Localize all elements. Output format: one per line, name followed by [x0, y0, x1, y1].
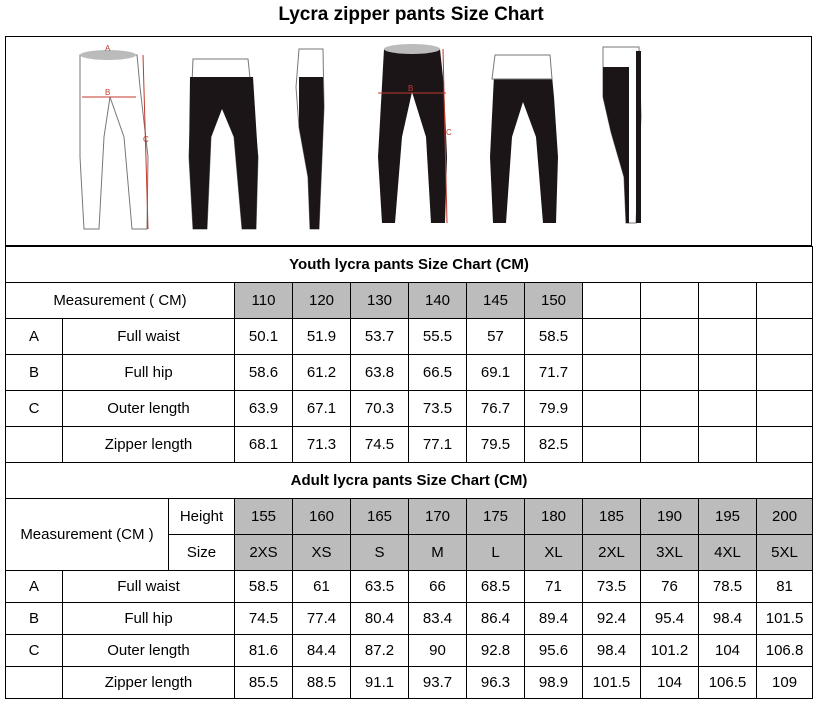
youth-measurement-label: Measurement ( CM) [6, 283, 235, 319]
value-cell: 81.6 [235, 635, 293, 667]
row-code: A [6, 319, 63, 355]
empty-cell [583, 283, 641, 319]
dim-b-label-2: B [408, 84, 414, 93]
adult-size: 4XL [699, 535, 757, 571]
value-cell: 61.2 [293, 355, 351, 391]
empty-cell [641, 427, 699, 463]
black-pants-back [490, 55, 558, 223]
size-label: Size [169, 535, 235, 571]
dim-a-label: A [105, 44, 111, 53]
row-code: C [6, 635, 63, 667]
empty-cell [583, 355, 641, 391]
empty-cell [757, 427, 813, 463]
pants-illustration-panel [5, 36, 812, 246]
value-cell: 61 [293, 571, 351, 603]
value-cell: 73.5 [409, 391, 467, 427]
value-cell: 63.8 [351, 355, 409, 391]
value-cell: 74.5 [235, 603, 293, 635]
adult-height: 185 [583, 499, 641, 535]
row-name: Full hip [63, 355, 235, 391]
adult-height: 200 [757, 499, 813, 535]
row-code: C [6, 391, 63, 427]
pants-illustration [6, 37, 811, 245]
value-cell: 101.2 [641, 635, 699, 667]
empty-cell [699, 427, 757, 463]
value-cell: 96.3 [467, 667, 525, 699]
value-cell: 93.7 [409, 667, 467, 699]
empty-cell [757, 391, 813, 427]
adult-height-row [6, 499, 813, 535]
row-name: Full waist [63, 571, 235, 603]
value-cell: 101.5 [583, 667, 641, 699]
youth-heading: Youth lycra pants Size Chart (CM) [6, 247, 813, 283]
value-cell: 66 [409, 571, 467, 603]
adult-size: XS [293, 535, 351, 571]
value-cell: 104 [641, 667, 699, 699]
value-cell: 58.6 [235, 355, 293, 391]
empty-cell [699, 283, 757, 319]
youth-size: 140 [409, 283, 467, 319]
value-cell: 69.1 [467, 355, 525, 391]
value-cell: 78.5 [699, 571, 757, 603]
adult-size: 3XL [641, 535, 699, 571]
adult-height: 195 [699, 499, 757, 535]
value-cell: 53.7 [351, 319, 409, 355]
empty-cell [583, 391, 641, 427]
value-cell: 58.5 [235, 571, 293, 603]
black-pants-side [603, 47, 641, 223]
adult-height: 170 [409, 499, 467, 535]
value-cell: 90 [409, 635, 467, 667]
row-name: Zipper length [63, 427, 235, 463]
value-cell: 68.1 [235, 427, 293, 463]
adult-heading: Adult lycra pants Size Chart (CM) [6, 463, 813, 499]
row-name: Outer length [63, 635, 235, 667]
value-cell: 95.4 [641, 603, 699, 635]
value-cell: 79.9 [525, 391, 583, 427]
value-cell: 98.4 [699, 603, 757, 635]
value-cell: 71.7 [525, 355, 583, 391]
empty-cell [641, 319, 699, 355]
white-pants-side [296, 49, 324, 229]
adult-row-zipper-length [6, 667, 813, 699]
youth-size: 145 [467, 283, 525, 319]
value-cell: 57 [467, 319, 525, 355]
youth-size: 110 [235, 283, 293, 319]
size-chart-table [5, 246, 813, 699]
value-cell: 92.4 [583, 603, 641, 635]
height-label: Height [169, 499, 235, 535]
row-code: A [6, 571, 63, 603]
empty-cell [699, 355, 757, 391]
value-cell: 109 [757, 667, 813, 699]
empty-cell [641, 355, 699, 391]
value-cell: 84.4 [293, 635, 351, 667]
value-cell: 50.1 [235, 319, 293, 355]
empty-cell [641, 283, 699, 319]
adult-height: 190 [641, 499, 699, 535]
empty-cell [757, 355, 813, 391]
value-cell: 98.9 [525, 667, 583, 699]
empty-cell [583, 427, 641, 463]
row-code [6, 667, 63, 699]
youth-row-full-hip [6, 355, 813, 391]
value-cell: 63.5 [351, 571, 409, 603]
adult-height: 175 [467, 499, 525, 535]
value-cell: 67.1 [293, 391, 351, 427]
row-name: Full waist [63, 319, 235, 355]
row-name: Zipper length [63, 667, 235, 699]
empty-cell [641, 391, 699, 427]
adult-row-outer-length [6, 635, 813, 667]
value-cell: 101.5 [757, 603, 813, 635]
value-cell: 76.7 [467, 391, 525, 427]
value-cell: 71.3 [293, 427, 351, 463]
row-name: Outer length [63, 391, 235, 427]
row-code [6, 427, 63, 463]
adult-size: M [409, 535, 467, 571]
dim-c-label-2: C [446, 128, 452, 137]
value-cell: 106.8 [757, 635, 813, 667]
value-cell: 86.4 [467, 603, 525, 635]
value-cell: 89.4 [525, 603, 583, 635]
value-cell: 88.5 [293, 667, 351, 699]
dim-b-label: B [105, 88, 111, 97]
value-cell: 70.3 [351, 391, 409, 427]
value-cell: 98.4 [583, 635, 641, 667]
value-cell: 106.5 [699, 667, 757, 699]
row-code: B [6, 603, 63, 635]
youth-size-row [6, 283, 813, 319]
white-pants-front [80, 44, 149, 229]
adult-height: 165 [351, 499, 409, 535]
adult-size: 2XS [235, 535, 293, 571]
black-pants-front [378, 44, 452, 223]
value-cell: 77.1 [409, 427, 467, 463]
youth-heading-row [6, 247, 813, 283]
value-cell: 95.6 [525, 635, 583, 667]
value-cell: 82.5 [525, 427, 583, 463]
value-cell: 76 [641, 571, 699, 603]
adult-height: 160 [293, 499, 351, 535]
value-cell: 92.8 [467, 635, 525, 667]
row-name: Full hip [63, 603, 235, 635]
value-cell: 71 [525, 571, 583, 603]
adult-size: 5XL [757, 535, 813, 571]
value-cell: 79.5 [467, 427, 525, 463]
adult-heading-row [6, 463, 813, 499]
value-cell: 74.5 [351, 427, 409, 463]
value-cell: 73.5 [583, 571, 641, 603]
value-cell: 83.4 [409, 603, 467, 635]
youth-row-zipper-length [6, 427, 813, 463]
white-pants-back [189, 59, 258, 229]
value-cell: 91.1 [351, 667, 409, 699]
empty-cell [757, 283, 813, 319]
youth-size: 120 [293, 283, 351, 319]
page-title: Lycra zipper pants Size Chart [278, 4, 544, 25]
empty-cell [699, 319, 757, 355]
value-cell: 85.5 [235, 667, 293, 699]
value-cell: 63.9 [235, 391, 293, 427]
row-code: B [6, 355, 63, 391]
value-cell: 104 [699, 635, 757, 667]
dim-c-label: C [143, 135, 149, 144]
empty-cell [757, 319, 813, 355]
value-cell: 77.4 [293, 603, 351, 635]
adult-height: 155 [235, 499, 293, 535]
adult-row-full-hip [6, 603, 813, 635]
adult-height: 180 [525, 499, 583, 535]
value-cell: 55.5 [409, 319, 467, 355]
adult-size: 2XL [583, 535, 641, 571]
value-cell: 51.9 [293, 319, 351, 355]
value-cell: 66.5 [409, 355, 467, 391]
youth-size: 150 [525, 283, 583, 319]
youth-row-full-waist [6, 319, 813, 355]
youth-size: 130 [351, 283, 409, 319]
adult-size: L [467, 535, 525, 571]
value-cell: 81 [757, 571, 813, 603]
value-cell: 68.5 [467, 571, 525, 603]
youth-row-outer-length [6, 391, 813, 427]
value-cell: 58.5 [525, 319, 583, 355]
adult-size: XL [525, 535, 583, 571]
empty-cell [583, 319, 641, 355]
adult-measurement-label: Measurement (CM ) [6, 499, 169, 571]
adult-row-full-waist [6, 571, 813, 603]
empty-cell [699, 391, 757, 427]
value-cell: 87.2 [351, 635, 409, 667]
value-cell: 80.4 [351, 603, 409, 635]
adult-size: S [351, 535, 409, 571]
